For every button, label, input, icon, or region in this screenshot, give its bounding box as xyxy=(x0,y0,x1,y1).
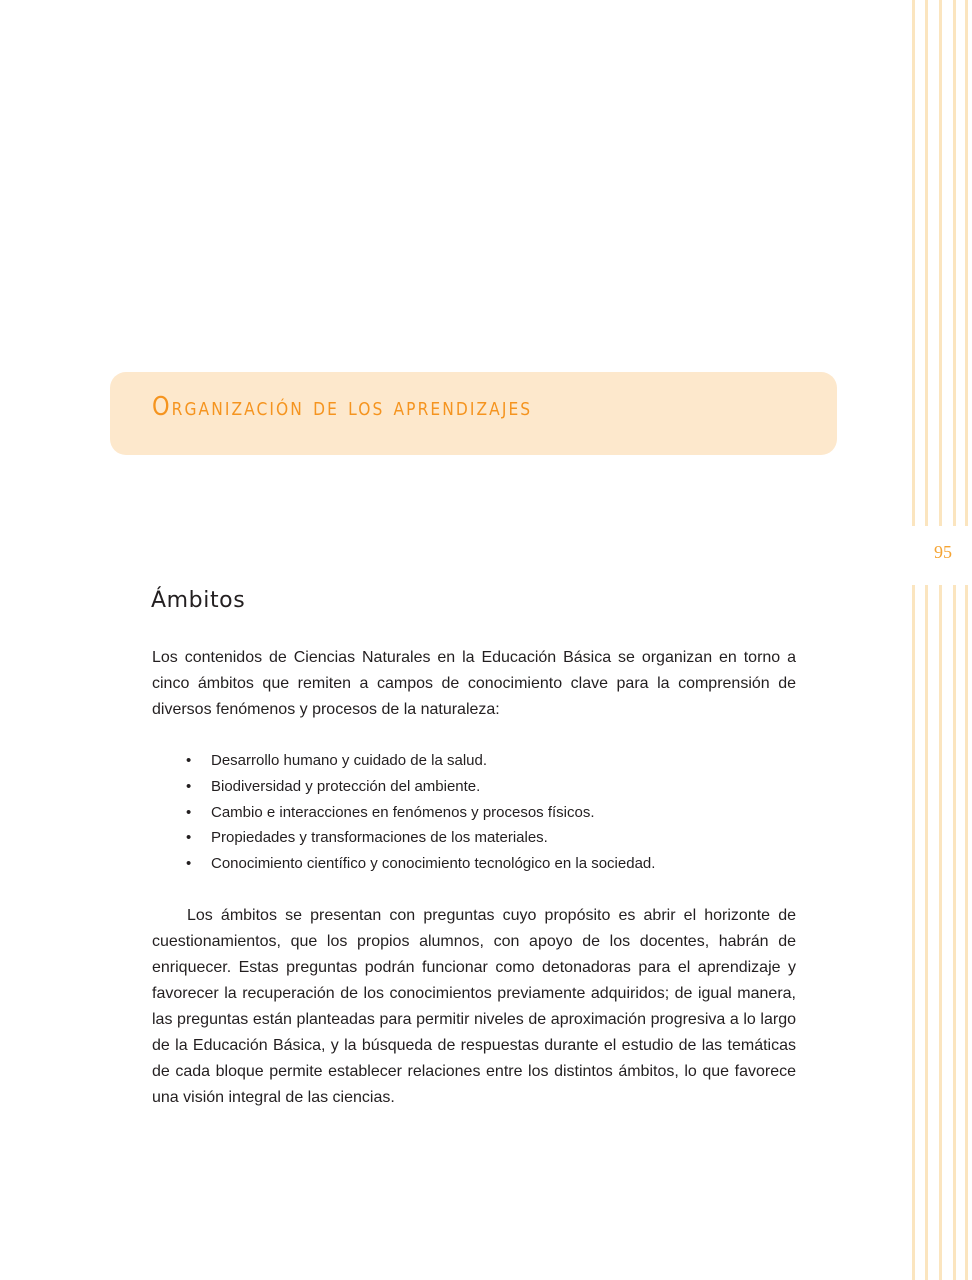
list-item xyxy=(152,825,796,851)
list-item-text: Conocimiento científico y conocimiento tecnológico en la sociedad. xyxy=(211,855,656,873)
margin-stripe xyxy=(925,0,928,526)
list-item xyxy=(152,774,796,800)
list-item xyxy=(152,748,796,774)
margin-stripe xyxy=(939,585,942,1280)
ambitos-list xyxy=(152,748,796,877)
margin-stripe xyxy=(965,585,968,1280)
intro-paragraph: Los contenidos de Ciencias Naturales en la Educación Básica se organizan en torno a cinco ámbitos que remiten a campos de conocimiento clave para la comprensión de diversos fenómenos y procesos de la naturaleza: xyxy=(152,649,796,718)
list-item-text: Propiedades y transformaciones de los materiales. xyxy=(211,829,548,847)
margin-stripe xyxy=(912,0,915,526)
bullet-icon: • xyxy=(186,777,192,795)
margin-stripe xyxy=(965,0,968,526)
chapter-title-banner xyxy=(110,372,837,455)
margin-stripes xyxy=(912,0,972,1280)
list-item-text: Biodiversidad y protección del ambiente. xyxy=(211,777,481,795)
margin-stripe xyxy=(939,0,942,526)
bullet-icon: • xyxy=(186,803,192,821)
margin-stripe xyxy=(953,0,956,526)
list-item-text: Cambio e interacciones en fenómenos y procesos físicos. xyxy=(211,803,595,821)
margin-stripe xyxy=(953,585,956,1280)
section-heading: Ámbitos xyxy=(151,588,246,613)
chapter-title: Organización de los aprendizajes xyxy=(152,392,533,422)
margin-stripe xyxy=(925,585,928,1280)
list-item-text: Desarrollo humano y cuidado de la salud. xyxy=(211,752,487,769)
bullet-icon: • xyxy=(186,855,192,873)
bullet-icon: • xyxy=(186,829,192,847)
margin-stripe xyxy=(912,585,915,1280)
closing-paragraph: Los ámbitos se presentan con preguntas cuyo propósito es abrir el horizonte de cuestionamientos, que los propios alumnos, con apoyo de los docentes, habrán de enriquecer. Estas preguntas podrán funcionar como detonadoras para el aprendizaje y favorecer la recuperación de los conocimientos previamente adquiridos; de igual manera, las preguntas están planteadas para permitir niveles de aproximación progresiva a lo largo de la Educación Básica, y la búsqueda de respuestas durante el estudio de las temáticas de cada bloque permite establecer relaciones entre los distintos ámbitos, lo que favorece una visión integral de las ciencias. xyxy=(152,907,796,1106)
list-item xyxy=(152,800,796,826)
bullet-icon: • xyxy=(186,752,192,769)
page-number: 95 xyxy=(934,542,952,562)
list-item xyxy=(152,851,796,877)
